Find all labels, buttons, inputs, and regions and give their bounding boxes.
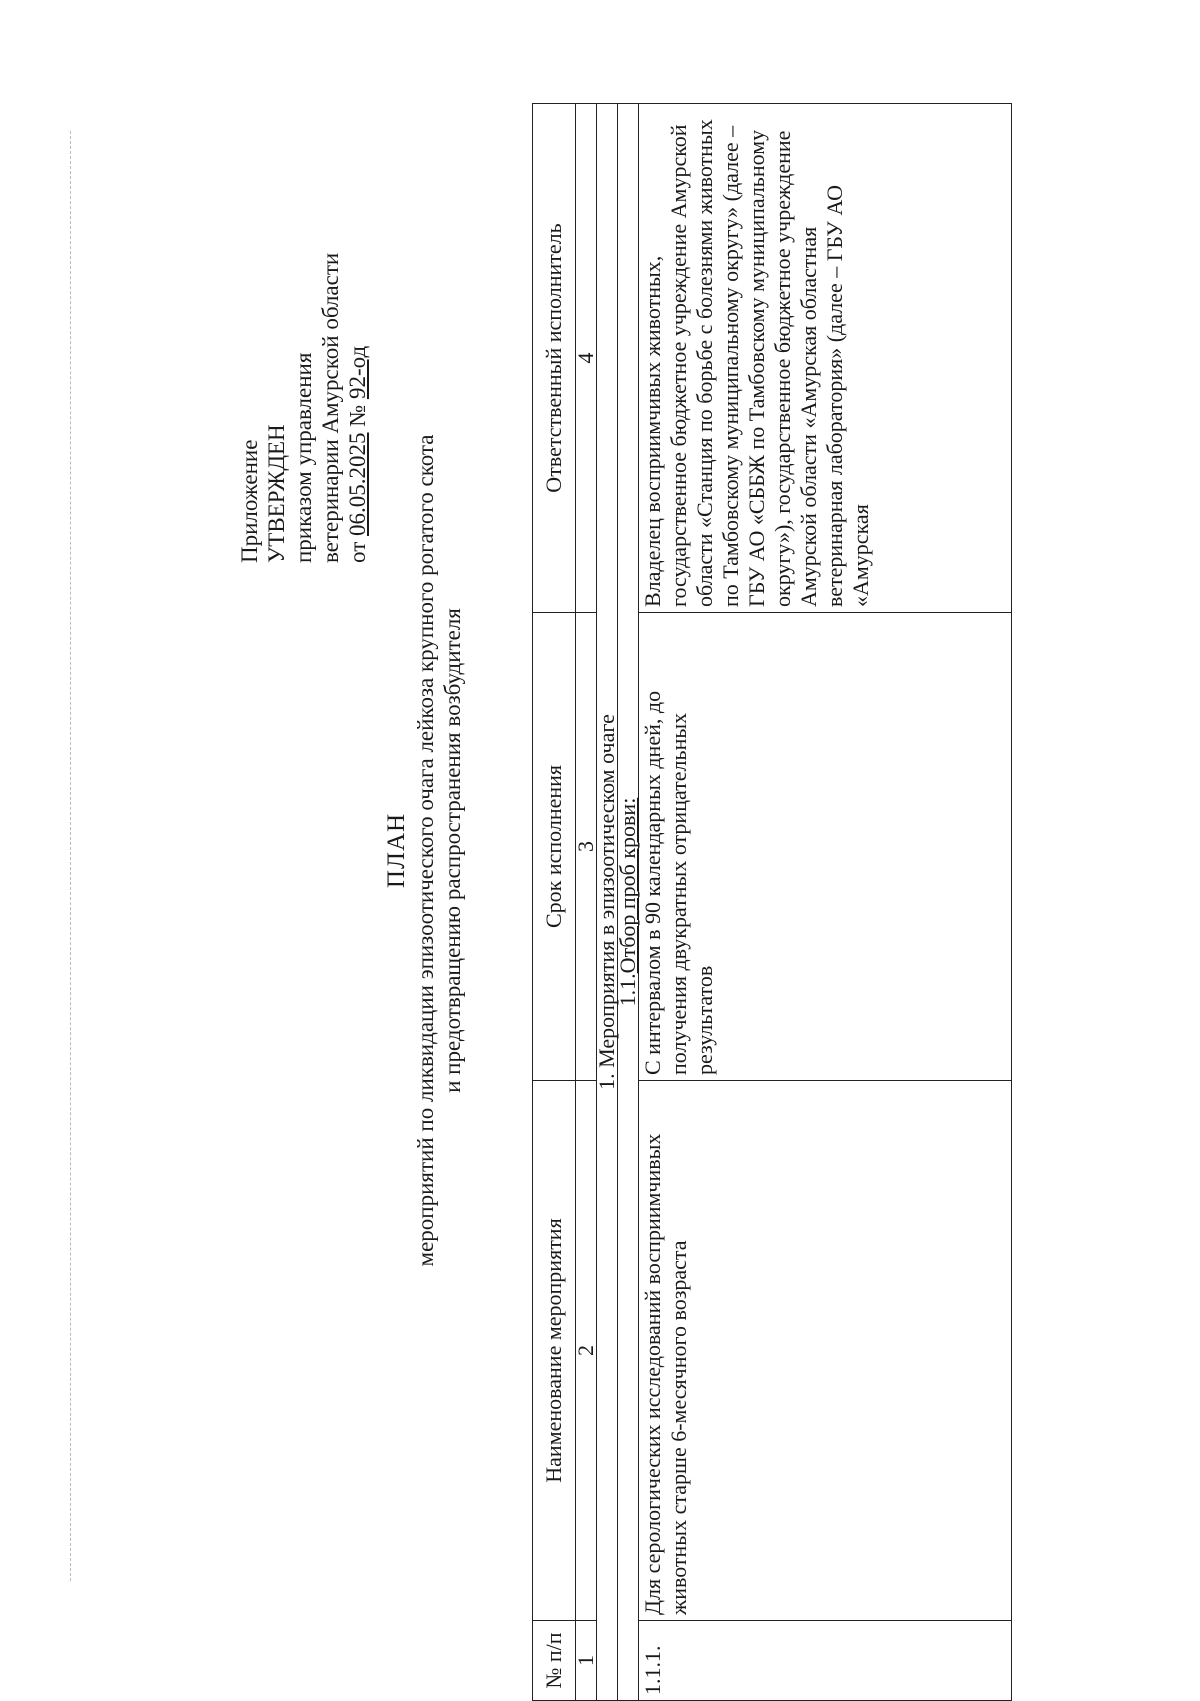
plan-title-block bbox=[383, 0, 466, 1701]
table-header-row bbox=[533, 104, 576, 1701]
subsection-row bbox=[618, 104, 639, 1701]
header-cell-responsible: Ответственный исполнитель bbox=[533, 104, 576, 613]
subsection-heading bbox=[615, 104, 640, 1701]
header-cell-number: № п/п bbox=[533, 1621, 576, 1701]
approval-date-prefix: от bbox=[345, 536, 370, 563]
header-cell-name: Наименование мероприятия bbox=[533, 1081, 576, 1621]
approval-number: 92-од bbox=[345, 345, 370, 400]
scan-edge-line bbox=[70, 131, 71, 1581]
row-responsible: Владелец восприимчивых животных, государственное бюджетное учреждение Амурской области «Станция по борьбе с болезнями животных по Тамбовскому муниципальному округу» (далее – ГБУ АО «СББЖ по Тамбовскому муниципальному округу»), государственное бюджетное учреждение Амурской области «Амурская областная ветеринарная лаборатория» (далее – ГБУ АО «Амурская bbox=[639, 104, 1012, 613]
column-number-cell: 1 bbox=[576, 1621, 597, 1701]
row-name: Для серологических исследований восприимчивых животных старше 6-месячного возраста bbox=[639, 1081, 1012, 1621]
subsection-title: Отбор проб крови: bbox=[615, 797, 640, 974]
row-number: 1.1.1. bbox=[639, 1621, 1012, 1701]
approval-line-authority: ветеринарии Амурской области bbox=[318, 252, 343, 563]
column-number-cell: 3 bbox=[576, 613, 597, 1081]
approval-stamp-block bbox=[236, 253, 371, 563]
plan-table bbox=[532, 103, 1012, 1701]
header-cell-term: Срок исполнения bbox=[533, 613, 576, 1081]
column-number-cell: 4 bbox=[576, 104, 597, 613]
approval-date: 06.05.2025 bbox=[345, 432, 370, 536]
subsection-prefix: 1.1. bbox=[615, 973, 640, 1007]
approval-number-prefix: № bbox=[345, 399, 370, 433]
column-number-cell: 2 bbox=[576, 1081, 597, 1621]
approval-line-approved: УТВЕРЖДЕН bbox=[264, 424, 289, 563]
section-heading: 1. Мероприятия в эпизоотическом очаге bbox=[597, 104, 618, 1701]
plan-subtitle-line1: мероприятий по ликвидации эпизоотического очага лейкоза крупного рогатого скота bbox=[413, 434, 438, 1267]
approval-line-appendix: Приложение bbox=[237, 439, 262, 563]
plan-subtitle-line2: и предотвращению распространения возбудителя bbox=[440, 608, 465, 1093]
approval-date-line bbox=[344, 253, 371, 563]
plan-heading: ПЛАН bbox=[383, 812, 410, 889]
approval-line-order: приказом управления bbox=[291, 352, 316, 563]
table-row bbox=[639, 104, 1012, 1701]
row-term: С интервалом в 90 календарных дней, до получения двукратных отрицательных результатов bbox=[639, 613, 1012, 1081]
